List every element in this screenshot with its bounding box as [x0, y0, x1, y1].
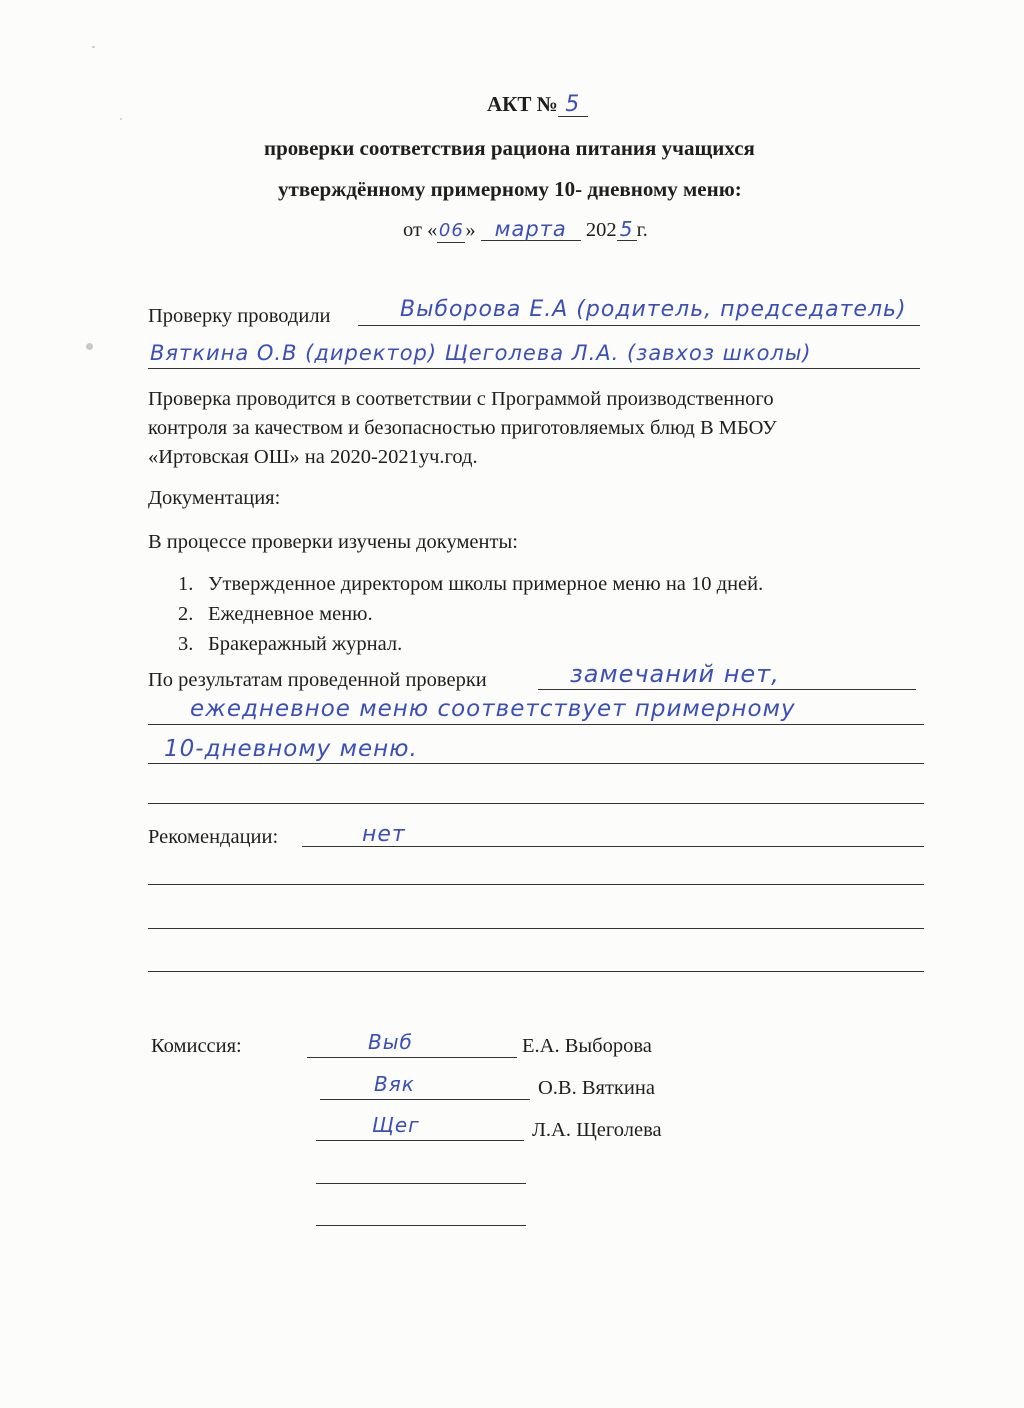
list-item — [178, 569, 763, 599]
signature-line-blank — [316, 1183, 526, 1184]
recommendations-underline-4 — [148, 971, 924, 972]
basis-line-1: Проверка проводится в соответствии с Программой производственного — [148, 388, 774, 410]
list-item-number: 1. — [178, 573, 194, 595]
inspectors-underline-2 — [148, 368, 920, 369]
list-item — [178, 599, 763, 629]
documentation-label: Документация: — [148, 487, 281, 509]
list-item-text: Утвержденное директором школы примерное меню на 10 дней. — [208, 573, 764, 595]
list-item-number: 3. — [178, 633, 194, 655]
results-underline-2 — [148, 724, 924, 725]
list-item-text: Бракеражный журнал. — [208, 633, 403, 655]
recommendations-value: нет — [362, 822, 406, 847]
recommendations-underline-3 — [148, 928, 924, 929]
commission-member-name: Е.А. Выборова — [522, 1035, 652, 1057]
results-label: По результатам проведенной проверки — [148, 669, 487, 691]
inspectors-underline-1 — [358, 325, 920, 326]
recommendations-label: Рекомендации: — [148, 826, 279, 848]
inspectors-line-1: Выборова Е.А (родитель, председатель) — [400, 297, 907, 322]
results-line-1: замечаний нет, — [570, 660, 780, 688]
documents-list — [178, 569, 763, 659]
title-line-2: утверждённому примерному 10- дневному меню: — [278, 177, 742, 201]
commission-label: Комиссия: — [151, 1035, 242, 1057]
basis-line-2: контроля за качеством и безопасностью приготовляемых блюд В МБОУ — [148, 417, 777, 439]
act-title — [487, 92, 588, 117]
date-day: 06 — [438, 220, 464, 241]
commission-member-name: Л.А. Щеголева — [532, 1119, 662, 1141]
list-item-text: Ежедневное меню. — [208, 603, 373, 625]
signature-mark: Вяк — [374, 1072, 415, 1096]
date-year-prefix: 202 — [585, 219, 617, 241]
list-item-number: 2. — [178, 603, 194, 625]
scan-speck — [86, 343, 93, 350]
signature-line — [320, 1099, 530, 1100]
recommendations-underline-2 — [148, 884, 924, 885]
results-line-2: ежедневное меню соответствует примерному — [190, 696, 796, 722]
title-line-1: проверки соответствия рациона питания учащихся — [264, 136, 755, 160]
act-number: 5 — [558, 94, 588, 117]
results-underline-1 — [538, 689, 916, 690]
date-suffix: г. — [636, 219, 648, 241]
signature-line-blank — [316, 1225, 526, 1226]
documentation-intro: В процессе проверки изучены документы: — [148, 531, 518, 553]
signature-mark: Щег — [372, 1113, 420, 1137]
scan-speck — [120, 118, 122, 120]
results-underline-3 — [148, 763, 924, 764]
list-item — [178, 629, 763, 659]
date-prefix: от « — [403, 219, 438, 241]
commission-member-name: О.В. Вяткина — [538, 1077, 655, 1099]
results-line-3: 10-дневному меню. — [164, 736, 418, 762]
act-label: АКТ № — [487, 92, 558, 116]
signature-line — [316, 1140, 524, 1141]
signature-mark: Выб — [368, 1030, 413, 1054]
inspectors-line-2: Вяткина О.В (директор) Щеголева Л.А. (завхоз школы) — [150, 341, 812, 365]
date-mid: » — [465, 219, 476, 241]
signature-line — [307, 1057, 517, 1058]
act-date — [403, 218, 648, 243]
date-year-digit: 5 — [617, 218, 637, 241]
date-month: марта — [481, 218, 581, 241]
inspectors-label: Проверку проводили — [148, 305, 331, 327]
basis-line-3: «Иртовская ОШ» на 2020-2021уч.год. — [148, 446, 478, 468]
results-underline-4 — [148, 803, 924, 804]
scan-speck — [92, 46, 95, 48]
